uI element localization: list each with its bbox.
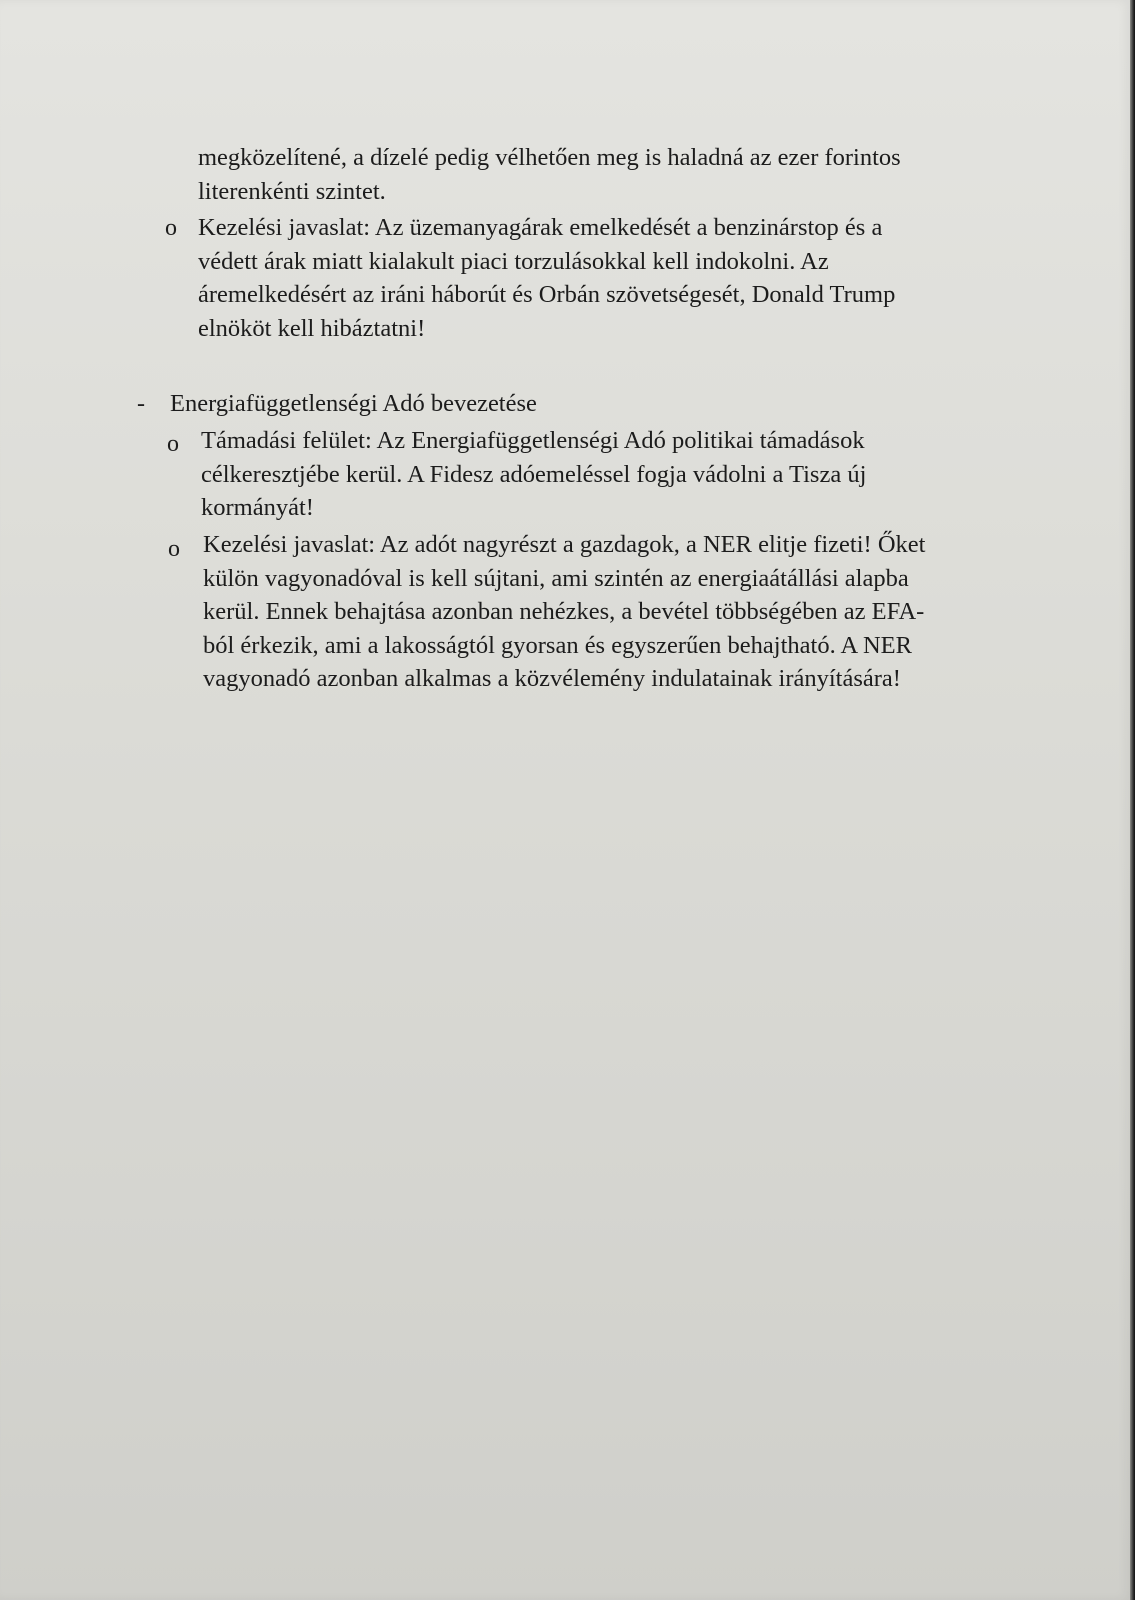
text-line: vagyonadó azonban alkalmas a közvélemény indulatainak irányítására!: [203, 665, 901, 692]
dash-marker: -: [137, 391, 145, 417]
text-line: Kezelési javaslat: Az adót nagyrészt a gazdagok, a NER elitje fizeti! Őket: [203, 531, 926, 558]
text-line: Támadási felület: Az Energiafüggetlenségi Adó politikai támadások: [201, 427, 865, 454]
fuel-proposal-item: [198, 211, 895, 345]
tax-proposal-item: [203, 528, 925, 696]
text-line: literenkénti szintet.: [198, 177, 386, 205]
text-line: Kezelési javaslat: Az üzemanyagárak emelkedését a benzinárstop és a: [198, 214, 883, 241]
page-edge-shadow: [1130, 0, 1135, 1600]
bullet-marker: o: [167, 431, 179, 457]
text-line: elnököt kell hibáztatni!: [198, 314, 426, 342]
bullet-marker: o: [168, 536, 180, 562]
text-line: védett árak miatt kialakult piaci torzulásokkal kell indokolni. Az: [198, 247, 829, 275]
text-line: ból érkezik, ami a lakosságtól gyorsan és egyszerűen behajtható. A NER: [203, 631, 912, 659]
continuation-paragraph: [198, 141, 901, 208]
text-line: külön vagyonadóval is kell sújtani, ami szintén az energiaátállási alapba: [203, 564, 909, 592]
text-line: célkeresztjébe kerül. A Fidesz adóemeléssel fogja vádolni a Tisza új: [201, 460, 867, 488]
text-line: megközelítené, a dízelé pedig vélhetően meg is haladná az ezer forintos: [198, 144, 901, 171]
section-heading: Energiafüggetlenségi Adó bevezetése: [170, 390, 537, 417]
text-line: kormányát!: [201, 494, 314, 521]
text-line: áremelkedésért az iráni háborút és Orbán szövetségesét, Donald Trump: [198, 281, 896, 308]
text-line: kerül. Ennek behajtása azonban nehézkes, a bevétel többségében az EFA-: [203, 598, 925, 625]
attack-surface-item: [201, 424, 866, 525]
bullet-marker: o: [165, 215, 177, 241]
